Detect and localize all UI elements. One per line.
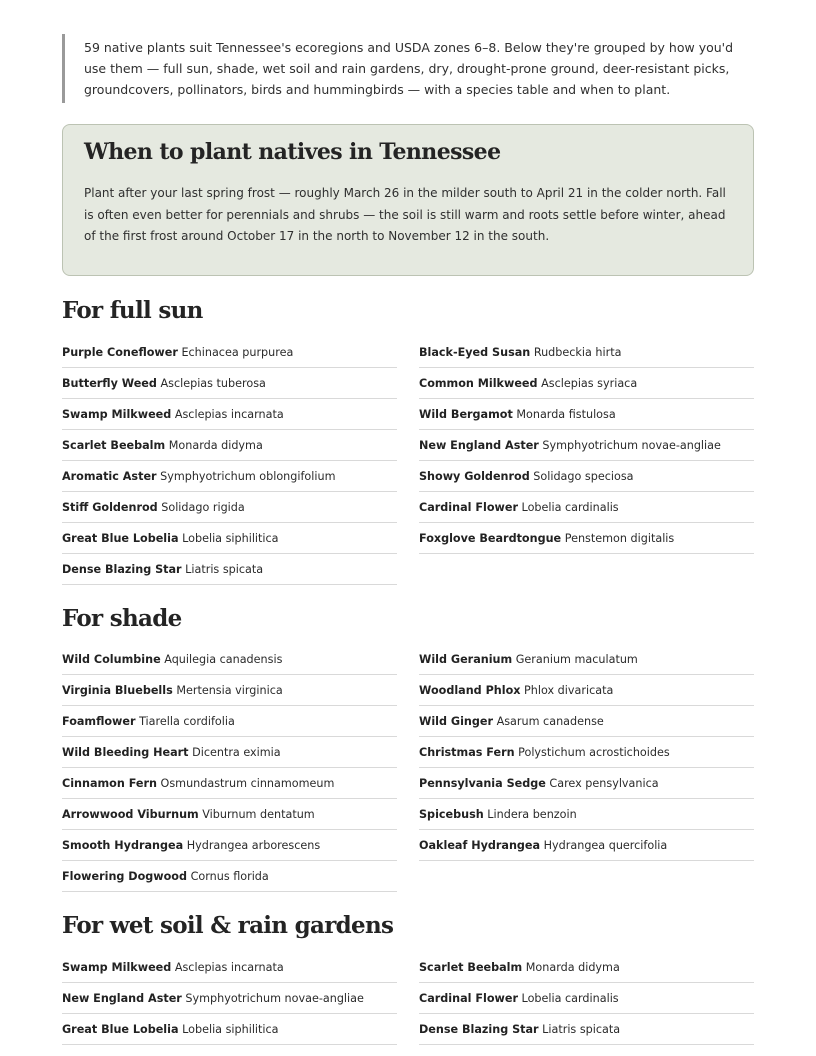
plant-latin-name: Carex pensylvanica xyxy=(549,777,659,790)
plant-latin-name: Liatris spicata xyxy=(185,563,264,576)
plant-item xyxy=(62,523,397,554)
plant-item xyxy=(419,523,754,554)
section-title-full-sun: For full sun xyxy=(62,297,203,324)
plant-latin-name: Viburnum dentatum xyxy=(202,808,315,821)
plant-item xyxy=(62,492,397,523)
plant-item xyxy=(62,399,397,430)
plant-item xyxy=(62,368,397,399)
plant-common-name: Spicebush xyxy=(419,808,484,821)
plant-item xyxy=(419,952,754,983)
plant-common-name: Cardinal Flower xyxy=(419,992,518,1005)
plant-common-name: Woodland Phlox xyxy=(419,684,521,697)
plant-item xyxy=(419,799,754,830)
plant-item xyxy=(62,554,397,585)
plant-common-name: Smooth Hydrangea xyxy=(62,839,184,852)
intro-text: 59 native plants suit Tennessee's ecoregions and USDA zones 6–8. Below they're grouped by how you'd use them — full sun, shade, wet soil and rain gardens, dry, drought-prone ground, deer-resistant picks, groundcovers, pollinators, birds and hummingbirds — with a species table and when to plant. xyxy=(84,40,734,97)
plant-common-name: Great Blue Lobelia xyxy=(62,532,179,545)
plant-latin-name: Geranium maculatum xyxy=(515,653,638,666)
plant-latin-name: Lobelia siphilitica xyxy=(182,1023,279,1036)
plant-item xyxy=(62,644,397,675)
plant-item xyxy=(62,1014,397,1045)
plant-item xyxy=(62,706,397,737)
plant-common-name: New England Aster xyxy=(62,992,182,1005)
plant-latin-name: Penstemon digitalis xyxy=(564,532,675,545)
plant-item xyxy=(419,830,754,861)
plant-latin-name: Lobelia cardinalis xyxy=(521,992,619,1005)
plant-latin-name: Asclepias incarnata xyxy=(174,408,284,421)
plant-item xyxy=(62,799,397,830)
plant-latin-name: Tiarella cordifolia xyxy=(139,715,235,728)
section-title-wet-soil: For wet soil & rain gardens xyxy=(62,912,394,939)
plant-latin-name: Echinacea purpurea xyxy=(181,346,294,359)
plant-item xyxy=(419,461,754,492)
plant-common-name: Arrowwood Viburnum xyxy=(62,808,199,821)
plant-latin-name: Lindera benzoin xyxy=(487,808,577,821)
plant-common-name: Wild Ginger xyxy=(419,715,494,728)
plant-common-name: Swamp Milkweed xyxy=(62,961,172,974)
plant-common-name: Foxglove Beardtongue xyxy=(419,532,562,545)
plant-item xyxy=(419,644,754,675)
plant-item xyxy=(419,983,754,1014)
plant-item xyxy=(62,430,397,461)
plant-latin-name: Rudbeckia hirta xyxy=(533,346,622,359)
plant-latin-name: Mertensia virginica xyxy=(176,684,283,697)
plant-item xyxy=(62,461,397,492)
empty-cell xyxy=(419,554,754,585)
section-title-shade: For shade xyxy=(62,605,182,632)
plant-grid-shade xyxy=(62,644,754,892)
plant-latin-name: Asarum canadense xyxy=(496,715,604,728)
plant-latin-name: Monarda didyma xyxy=(525,961,620,974)
plant-item xyxy=(419,737,754,768)
plant-latin-name: Dicentra eximia xyxy=(192,746,281,759)
plant-item xyxy=(62,983,397,1014)
plant-item xyxy=(62,737,397,768)
plant-common-name: Flowering Dogwood xyxy=(62,870,188,883)
plant-common-name: Foamflower xyxy=(62,715,136,728)
plant-common-name: Dense Blazing Star xyxy=(419,1023,539,1036)
callout-title: When to plant natives in Tennessee xyxy=(84,139,501,165)
plant-grid-wet-soil xyxy=(62,952,754,1045)
plant-common-name: Great Blue Lobelia xyxy=(62,1023,179,1036)
plant-latin-name: Phlox divaricata xyxy=(524,684,614,697)
plant-item xyxy=(419,768,754,799)
plant-common-name: New England Aster xyxy=(419,439,539,452)
plant-item xyxy=(62,337,397,368)
plant-common-name: Purple Coneflower xyxy=(62,346,178,359)
plant-common-name: Stiff Goldenrod xyxy=(62,501,158,514)
plant-item xyxy=(419,430,754,461)
plant-latin-name: Aquilegia canadensis xyxy=(164,653,283,666)
plant-latin-name: Osmundastrum cinnamomeum xyxy=(160,777,335,790)
plant-item xyxy=(419,368,754,399)
plant-item xyxy=(62,861,397,892)
callout-body: Plant after your last spring frost — roughly March 26 in the milder south to April 21 in the colder north. Fall is often even better for perennials and shrubs — the soil is still warm and roots settle before winter, ahead of the first frost around October 17 in the north to November 12 in the south. xyxy=(84,186,726,243)
plant-latin-name: Solidago rigida xyxy=(161,501,245,514)
plant-common-name: Christmas Fern xyxy=(419,746,515,759)
plant-common-name: Black-Eyed Susan xyxy=(419,346,531,359)
plant-item xyxy=(419,399,754,430)
plant-common-name: Scarlet Beebalm xyxy=(62,439,166,452)
plant-common-name: Wild Bleeding Heart xyxy=(62,746,189,759)
plant-common-name: Pennsylvania Sedge xyxy=(419,777,546,790)
plant-item xyxy=(419,337,754,368)
plant-common-name: Scarlet Beebalm xyxy=(419,961,523,974)
plant-common-name: Cinnamon Fern xyxy=(62,777,157,790)
plant-common-name: Common Milkweed xyxy=(419,377,538,390)
plant-item xyxy=(419,1014,754,1045)
plant-latin-name: Symphyotrichum novae-angliae xyxy=(542,439,721,452)
plant-latin-name: Asclepias tuberosa xyxy=(160,377,266,390)
plant-latin-name: Cornus florida xyxy=(190,870,269,883)
plant-latin-name: Hydrangea arborescens xyxy=(186,839,321,852)
plant-common-name: Cardinal Flower xyxy=(419,501,518,514)
plant-item xyxy=(419,492,754,523)
plant-item xyxy=(419,706,754,737)
plant-latin-name: Hydrangea quercifolia xyxy=(543,839,668,852)
plant-latin-name: Monarda didyma xyxy=(168,439,263,452)
plant-common-name: Butterfly Weed xyxy=(62,377,157,390)
plant-common-name: Oakleaf Hydrangea xyxy=(419,839,541,852)
intro-blockquote xyxy=(62,34,754,103)
plant-item xyxy=(62,830,397,861)
plant-latin-name: Solidago speciosa xyxy=(533,470,634,483)
empty-cell xyxy=(419,861,754,892)
plant-common-name: Wild Columbine xyxy=(62,653,161,666)
plant-common-name: Swamp Milkweed xyxy=(62,408,172,421)
plant-common-name: Showy Goldenrod xyxy=(419,470,530,483)
plant-common-name: Aromatic Aster xyxy=(62,470,157,483)
plant-common-name: Wild Bergamot xyxy=(419,408,513,421)
plant-latin-name: Lobelia siphilitica xyxy=(182,532,279,545)
plant-item xyxy=(419,675,754,706)
plant-latin-name: Lobelia cardinalis xyxy=(521,501,619,514)
plant-latin-name: Monarda fistulosa xyxy=(516,408,616,421)
plant-latin-name: Symphyotrichum oblongifolium xyxy=(160,470,336,483)
planting-time-callout xyxy=(62,124,754,276)
plant-latin-name: Asclepias syriaca xyxy=(541,377,638,390)
plant-common-name: Dense Blazing Star xyxy=(62,563,182,576)
plant-item xyxy=(62,768,397,799)
plant-grid-full-sun xyxy=(62,337,754,585)
plant-common-name: Virginia Bluebells xyxy=(62,684,173,697)
plant-latin-name: Liatris spicata xyxy=(542,1023,621,1036)
plant-latin-name: Polystichum acrostichoides xyxy=(518,746,670,759)
plant-item xyxy=(62,952,397,983)
plant-common-name: Wild Geranium xyxy=(419,653,513,666)
plant-latin-name: Symphyotrichum novae-angliae xyxy=(185,992,364,1005)
plant-item xyxy=(62,675,397,706)
plant-latin-name: Asclepias incarnata xyxy=(174,961,284,974)
